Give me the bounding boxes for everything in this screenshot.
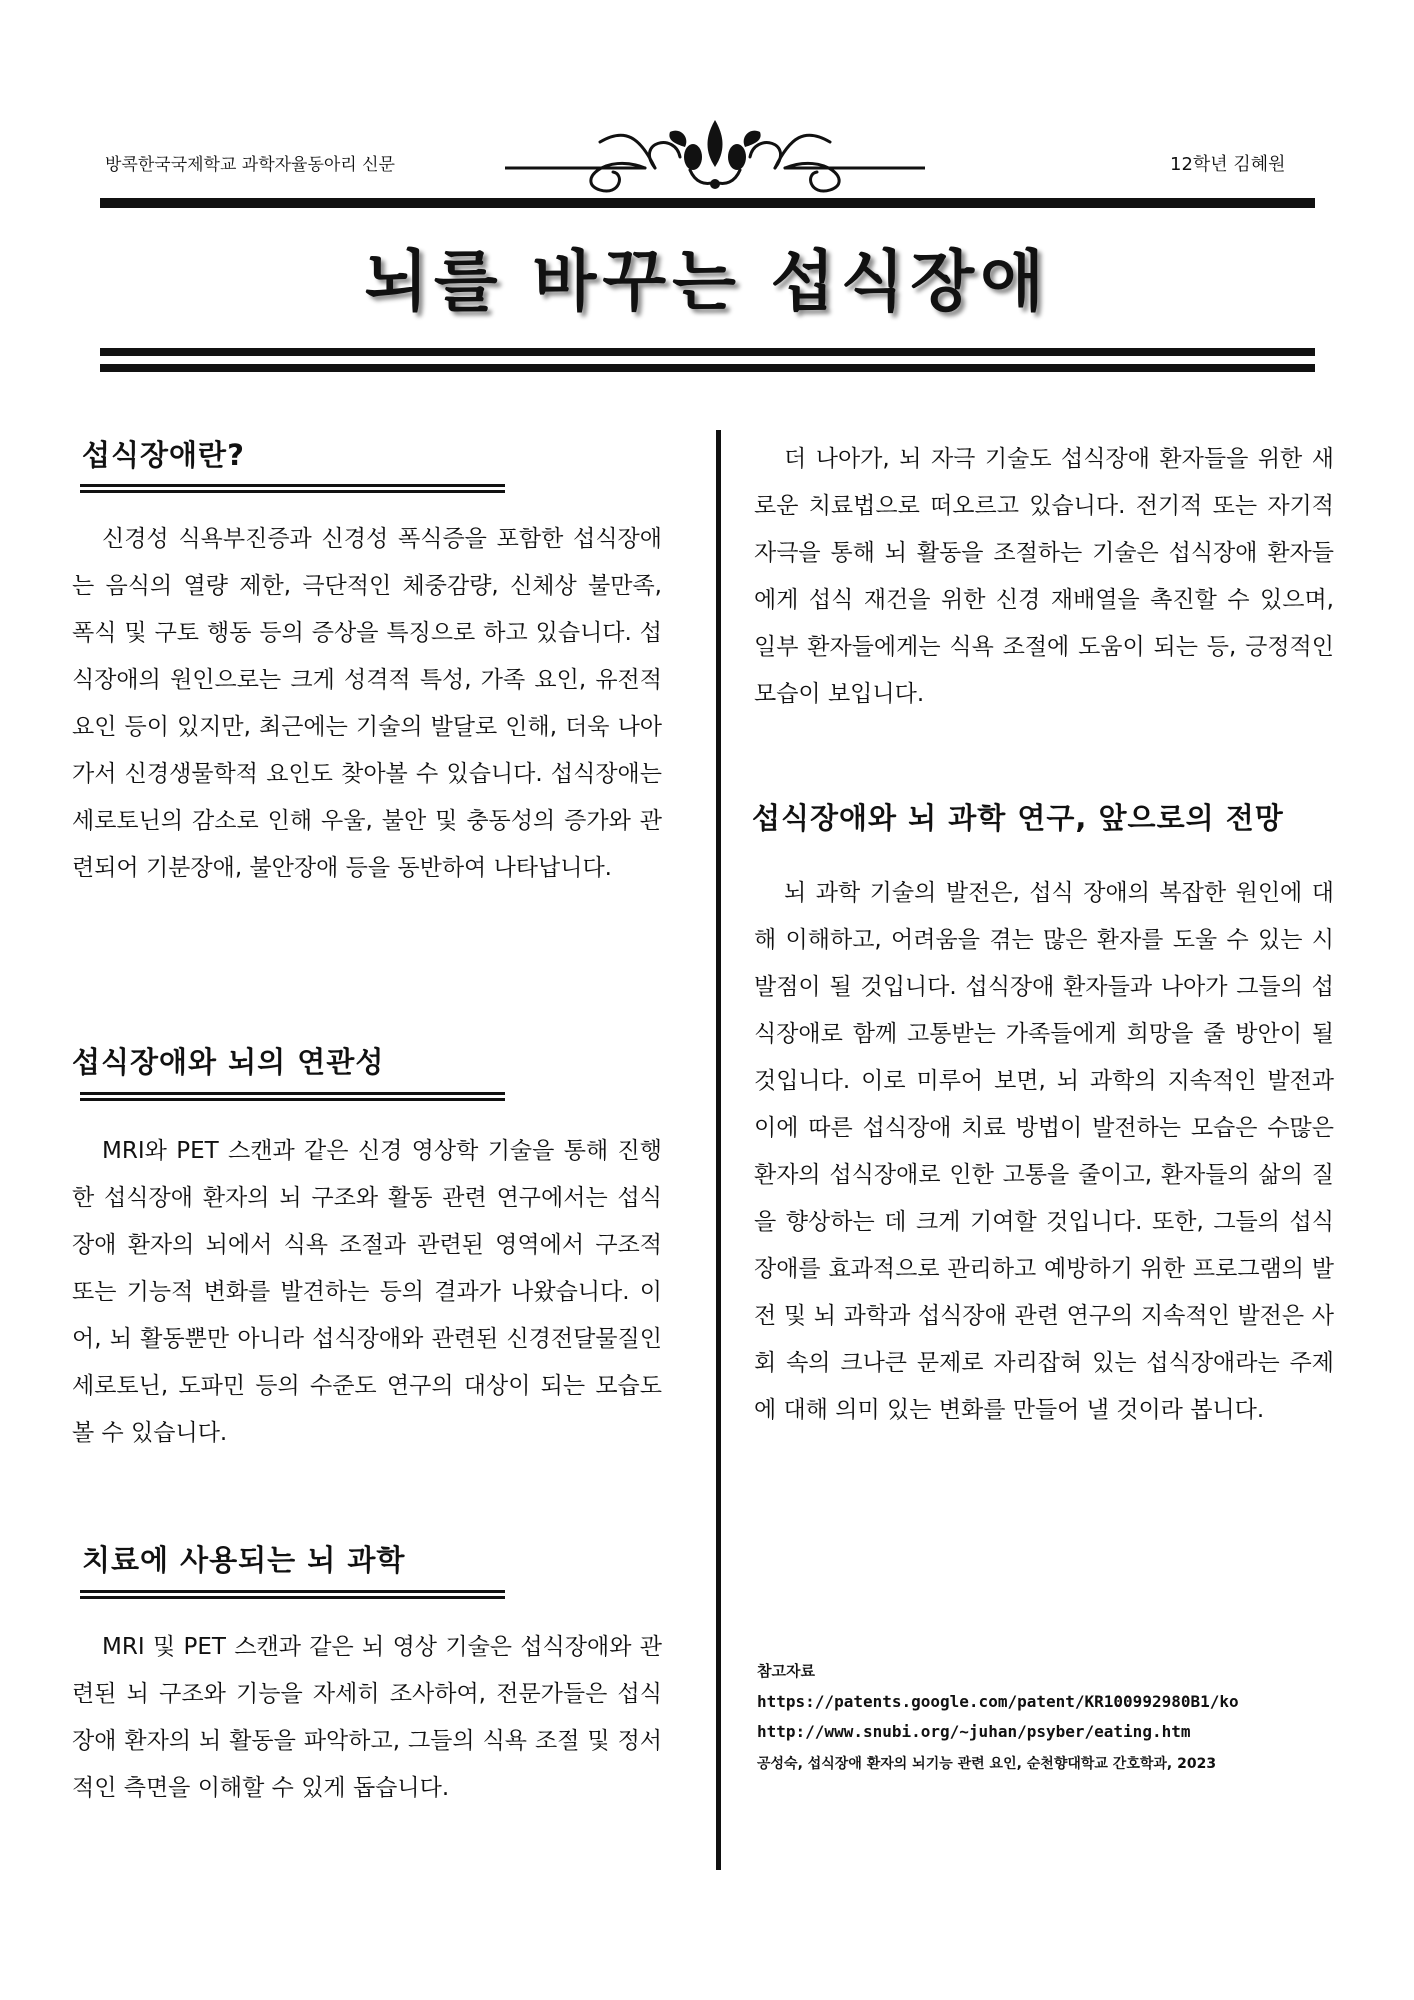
section-body-treatment: MRI 및 PET 스캔과 같은 뇌 영상 기술은 섭식장애와 관련된 뇌 구조와 기능을 자세히 조사하여, 전문가들은 섭식장애 환자의 뇌 활동을 파악하고, 그들의 식욕 조절 및 정서적인 측면을 이해할 수 있게 돕습니다.	[72, 1634, 662, 1801]
section-heading-treatment: 치료에 사용되는 뇌 과학	[82, 1543, 406, 1577]
section-body-outlook: 뇌 과학 기술의 발전은, 섭식 장애의 복잡한 원인에 대해 이해하고, 어려움을 겪는 많은 환자를 도울 수 있는 시발점이 될 것입니다. 섭식장애 환자들과 나아가 그들의 섭식장애로 함께 고통받는 가족들에게 희망을 줄 방안이 될 것입니다. 이로 미루어 보면, 뇌 과학의 지속적인 발전과 이에 따른 섭식장애 치료 방법이 발전하는 모습은 수많은 환자의 섭식장애로 인한 고통을 줄이고, 환자들의 삶의 질을 향상하는 데 크게 기여할 것입니다. 또한, 그들의 섭식장애를 효과적으로 관리하고 예방하기 위한 프로그램의 발전 및 뇌 과학과 섭식장애 관련 연구의 지속적인 발전은 사회 속의 크나큰 문제로 자리잡혀 있는 섭식장애라는 주제에 대해 의미 있는 변화를 만들어 낼 것이라 봅니다.	[754, 880, 1334, 1423]
section-heading-what-is: 섭식장애란?	[82, 438, 245, 472]
section-heading-rule	[80, 1590, 505, 1599]
reference-item: 공성숙, 섭식장애 환자의 뇌기능 관련 요인, 순천향대학교 간호학과, 2023	[757, 1756, 1217, 1772]
page-title: 뇌를 바꾸는 섭식장애	[364, 243, 1050, 320]
reference-item[interactable]: http://www.snubi.org/~juhan/psyber/eating.htm	[757, 1722, 1191, 1741]
author-label: 12학년 김혜원	[1170, 154, 1286, 175]
references-title: 참고자료	[757, 1662, 815, 1680]
section-body-brain-relation: MRI와 PET 스캔과 같은 신경 영상학 기술을 통해 진행한 섭식장애 환자의 뇌 구조와 활동 관련 연구에서는 섭식장애 환자의 뇌에서 식욕 조절과 관련된 영역에서 구조적 또는 기능적 변화를 발견하는 등의 결과가 나왔습니다. 이어, 뇌 활동뿐만 아니라 섭식장애와 관련된 신경전달물질인 세로토닌, 도파민 등의 수준도 연구의 대상이 되는 모습도 볼 수 있습니다.	[72, 1138, 662, 1446]
section-heading-brain-relation: 섭식장애와 뇌의 연관성	[72, 1045, 385, 1079]
section-heading-outlook: 섭식장애와 뇌 과학 연구, 앞으로의 전망	[752, 801, 1284, 835]
section-heading-rule	[80, 1092, 505, 1101]
school-newspaper-label: 방콕한국국제학교 과학자율동아리 신문	[105, 155, 395, 175]
column-divider	[716, 430, 721, 1870]
section-body-treatment-continued: 더 나아가, 뇌 자극 기술도 섭식장애 환자들을 위한 새로운 치료법으로 떠오르고 있습니다. 전기적 또는 자기적 자극을 통해 뇌 활동을 조절하는 기술은 섭식장애 환자들에게 섭식 재건을 위한 신경 재배열을 촉진할 수 있으며, 일부 환자들에게는 식욕 조절에 도움이 되는 등, 긍정적인 모습이 보입니다.	[754, 446, 1334, 707]
header-rule	[100, 198, 1315, 208]
title-rule-lower	[100, 364, 1315, 372]
section-heading-rule	[80, 484, 505, 493]
title-rule-upper	[100, 348, 1315, 356]
reference-item[interactable]: https://patents.google.com/patent/KR100992980B1/ko	[757, 1692, 1239, 1711]
ornament-flourish-icon	[505, 112, 925, 194]
section-body-what-is: 신경성 식욕부진증과 신경성 폭식증을 포함한 섭식장애는 음식의 열량 제한, 극단적인 체중감량, 신체상 불만족, 폭식 및 구토 행동 등의 증상을 특징으로 하고 있습니다. 섭식장애의 원인으로는 크게 성격적 특성, 가족 요인, 유전적 요인 등이 있지만, 최근에는 기술의 발달로 인해, 더욱 나아가서 신경생물학적 요인도 찾아볼 수 있습니다. 섭식장애는 세로토닌의 감소로 인해 우울, 불안 및 충동성의 증가와 관련되어 기분장애, 불안장애 등을 동반하여 나타납니다.	[72, 526, 662, 881]
